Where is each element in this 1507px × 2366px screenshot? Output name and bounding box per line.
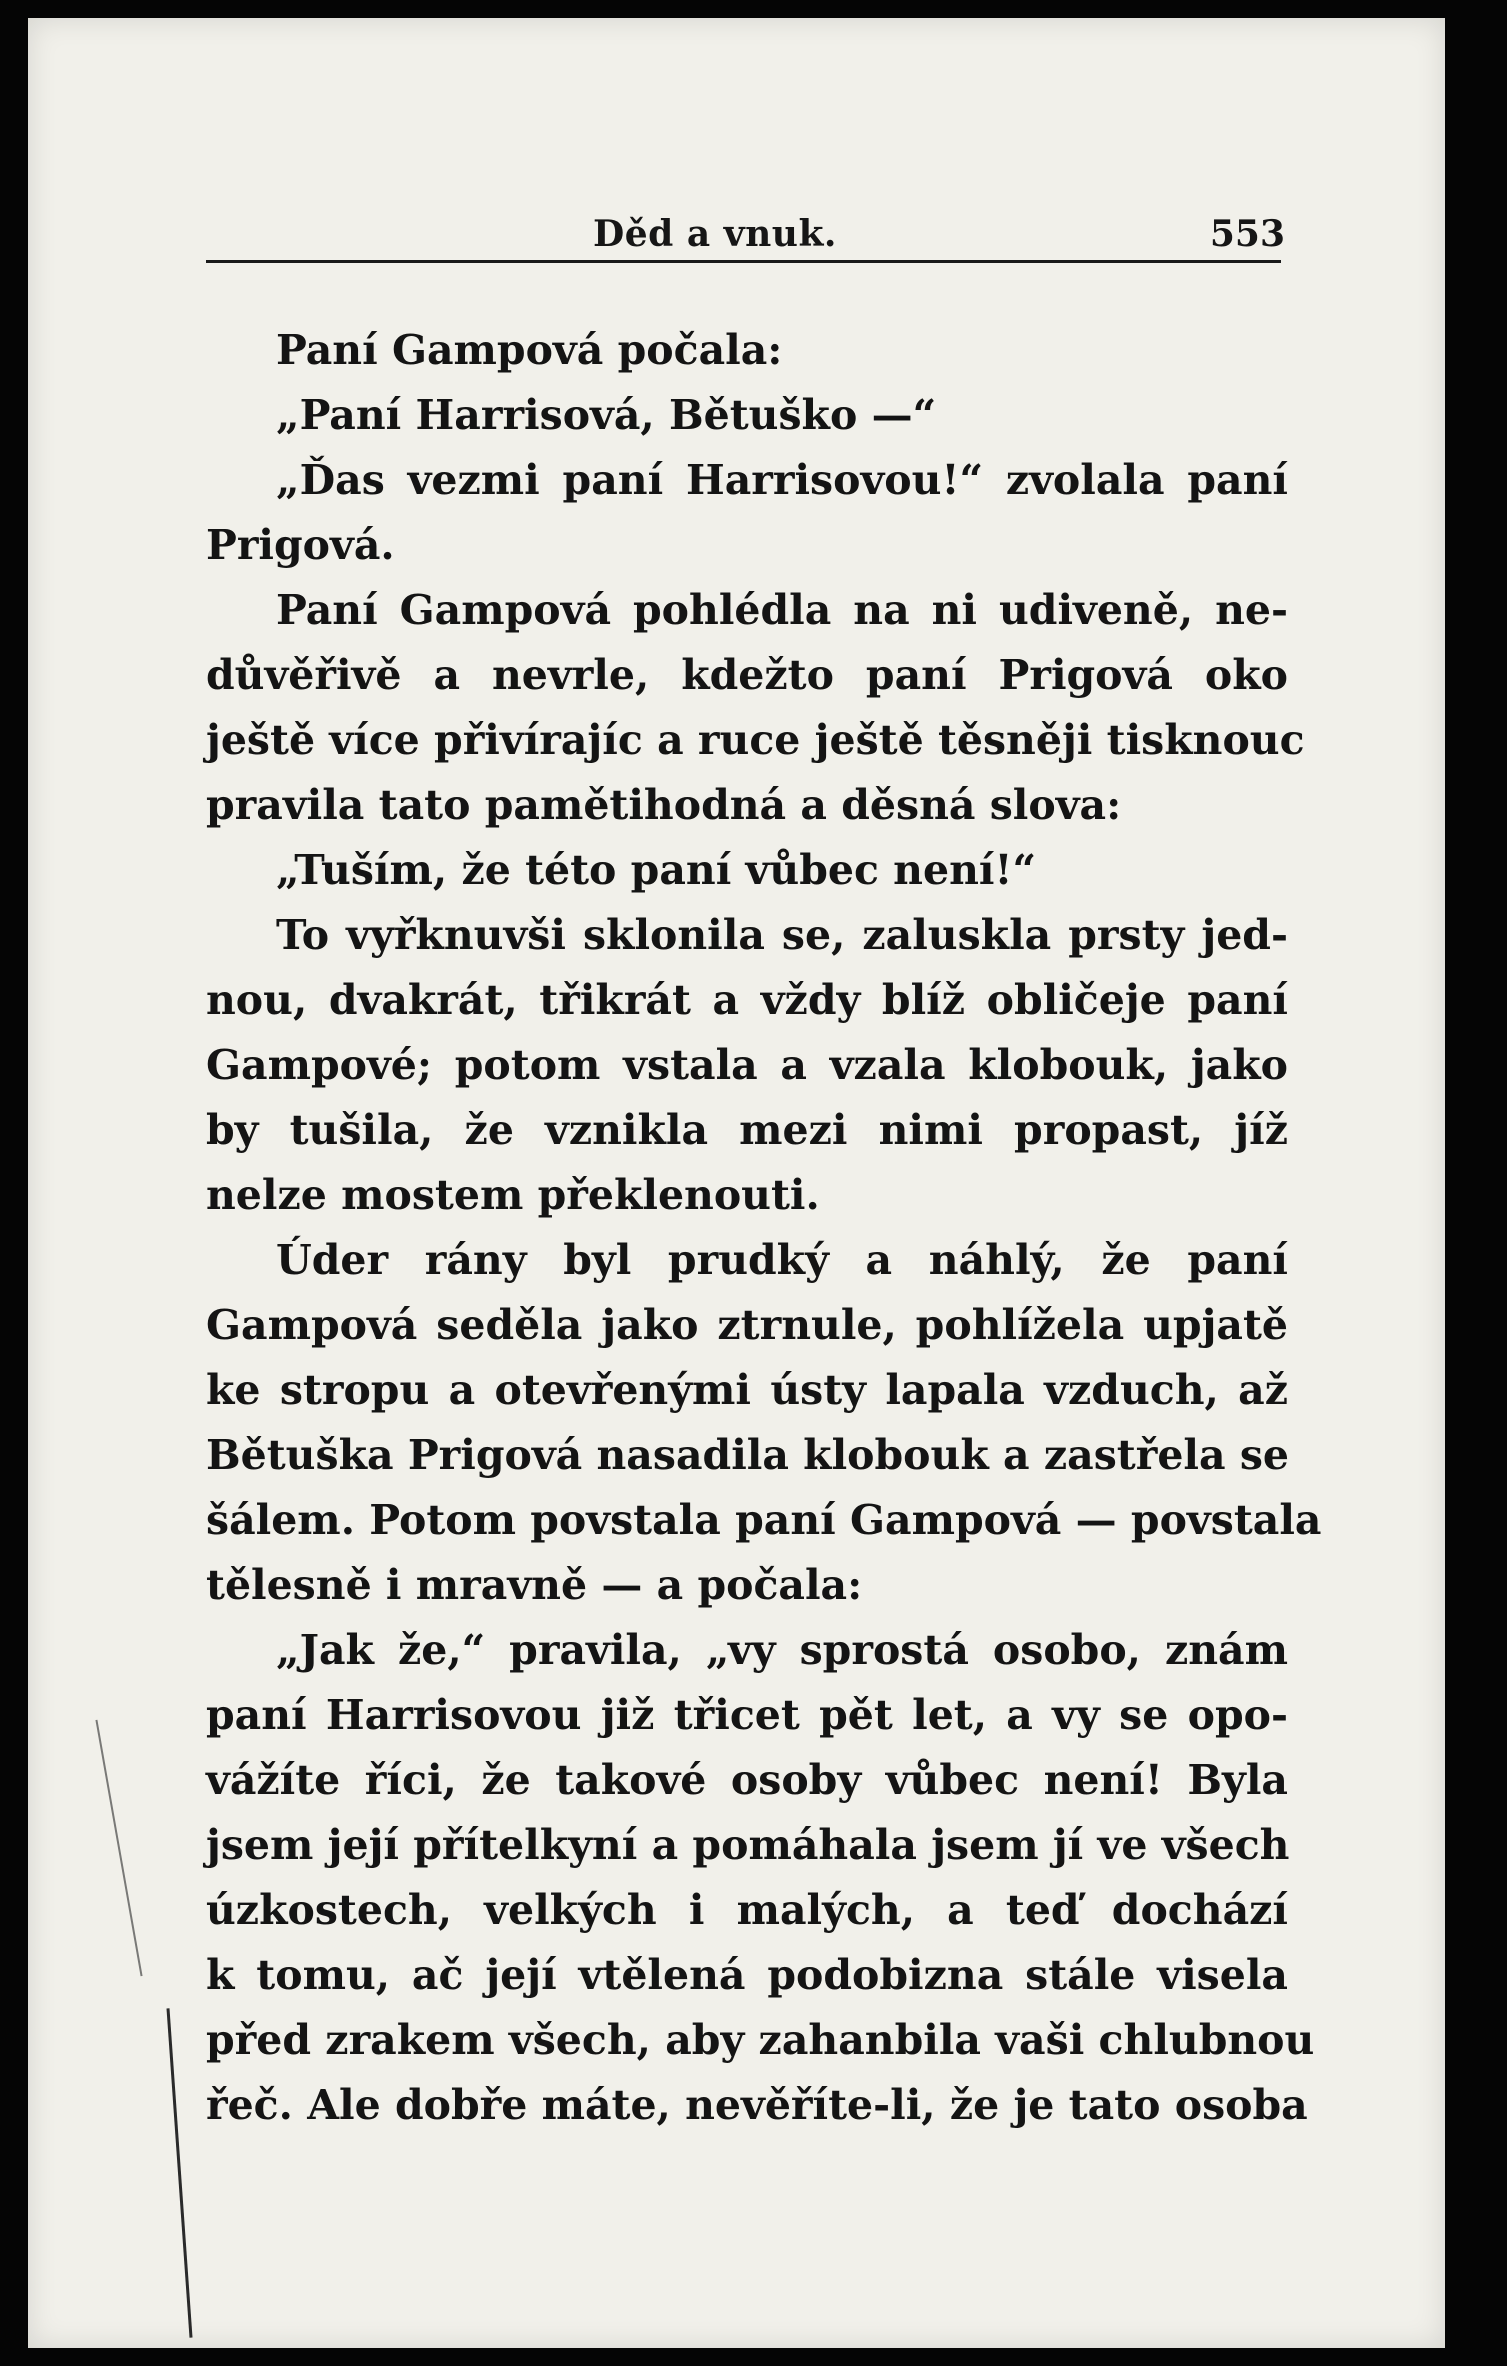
text-line: by tušila, že vznikla mezi nimi propast, jíž <box>206 1106 1288 1154</box>
text-line: úzkostech, velkých i malých, a teď dochází <box>206 1886 1288 1934</box>
text-line: důvěřivě a nevrle, kdežto paní Prigová oko <box>206 651 1288 699</box>
text-line: před zrakem všech, aby zahanbila vaši chlubnou <box>206 2016 1315 2064</box>
text-line: ještě více přivírajíc a ruce ještě těsněji tisknouc <box>206 716 1305 764</box>
text-line: pravila tato pamětihodná a děsná slova: <box>206 781 1122 829</box>
page-number: 553 <box>1209 213 1285 255</box>
text-line: jsem její přítelkyní a pomáhala jsem jí ve všech <box>206 1821 1290 1869</box>
text-line: Paní Gampová počala: <box>276 326 783 374</box>
text-line: To vyřknuvši sklonila se, zaluskla prsty jed- <box>276 911 1288 959</box>
text-line: Prigová. <box>206 521 395 569</box>
header-rule <box>206 260 1281 263</box>
text-line: Bětuška Prigová nasadila klobouk a zastřela se <box>206 1431 1289 1479</box>
page-header <box>28 213 1445 263</box>
text-line: Gampové; potom vstala a vzala klobouk, jako <box>206 1041 1288 1089</box>
text-line: ke stropu a otevřenými ústy lapala vzduch, až <box>206 1366 1288 1414</box>
scan-scratch-mark <box>166 2008 192 2337</box>
scan-scratch-mark <box>95 1720 142 1976</box>
text-line: šálem. Potom povstala paní Gampová — povstala <box>206 1496 1322 1544</box>
text-line: nelze mostem překlenouti. <box>206 1171 820 1219</box>
text-line: Paní Gampová pohlédla na ni udiveně, ne- <box>276 586 1288 634</box>
book-page <box>28 18 1445 2348</box>
text-line: Gampová seděla jako ztrnule, pohlížela upjatě <box>206 1301 1288 1349</box>
body-text <box>206 318 1322 2138</box>
text-line: Úder rány byl prudký a náhlý, že paní <box>276 1236 1288 1284</box>
text-line: nou, dvakrát, třikrát a vždy blíž obličeje paní <box>206 976 1288 1024</box>
text-line: k tomu, ač její vtělená podobizna stále visela <box>206 1951 1288 1999</box>
text-line: „Ďas vezmi paní Harrisovou!“ zvolala paní <box>276 456 1288 504</box>
text-line: paní Harrisovou již třicet pět let, a vy se opo- <box>206 1691 1288 1739</box>
text-line: „Paní Harrisová, Bětuško —“ <box>276 391 937 439</box>
running-title: Děd a vnuk. <box>593 213 837 255</box>
text-line: „Tuším, že této paní vůbec není!“ <box>276 846 1037 894</box>
text-line: vážíte říci, že takové osoby vůbec není! Byla <box>206 1756 1288 1804</box>
text-line: „Jak že,“ pravila, „vy sprostá osobo, znám <box>276 1626 1288 1674</box>
text-line: tělesně i mravně — a počala: <box>206 1561 863 1609</box>
text-line: řeč. Ale dobře máte, nevěříte-li, že je tato osoba <box>206 2081 1308 2129</box>
